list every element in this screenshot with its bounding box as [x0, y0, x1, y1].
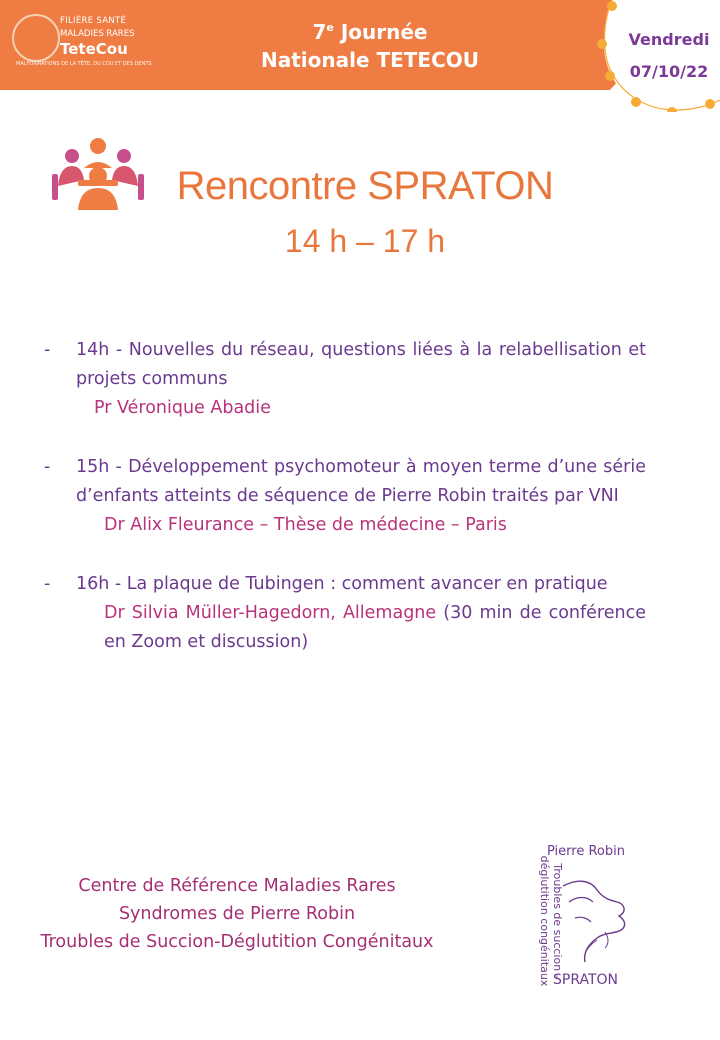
tetecou-logo [12, 10, 152, 76]
event-superscript: e [326, 21, 334, 34]
footer-line-3: Troubles de Succion-Déglutition Congénitaux [40, 932, 434, 952]
program-speaker: Pr Véronique Abadie [94, 398, 271, 418]
program-item-text: 16h - La plaque de Tubingen : comment avancer en pratique [76, 574, 608, 594]
logo-line-1: FILIÈRE SANTÉ [60, 16, 127, 26]
speaker-name: Dr Silvia Müller-Hagedorn, Allemagne [104, 603, 437, 623]
event-journee: Journée [333, 20, 428, 44]
program-item [40, 453, 646, 540]
bullet-dash: - [44, 574, 51, 594]
bullet-dash: - [44, 457, 51, 477]
spraton-logo [505, 836, 650, 996]
dot-icon [631, 97, 641, 107]
footer-line-1: Centre de Référence Maladies Rares [78, 876, 396, 896]
meeting-time: 14 h – 17 h [284, 223, 446, 259]
footer-line-2: Syndromes de Pierre Robin [118, 904, 356, 924]
program-item [40, 336, 646, 423]
spraton-logo-top: Pierre Robin [547, 844, 625, 859]
dot-icon [607, 1, 617, 11]
program-item [40, 570, 646, 657]
date-badge [592, 0, 720, 112]
logo-line-3: TeteCou [60, 40, 128, 58]
program-list [40, 336, 646, 657]
footer-centre [12, 872, 462, 956]
event-title-line-1 [240, 14, 500, 46]
meeting-title: Rencontre SPRATON [176, 164, 554, 208]
logo-line-2: MALADIES RARES [60, 29, 135, 39]
spraton-side-line-1: Troubles de succion - [551, 863, 564, 979]
date-day: Vendredi [628, 30, 710, 49]
program-speaker [76, 599, 646, 657]
meeting-group-icon [48, 134, 148, 210]
logo-head-icon [12, 14, 60, 62]
logo-line-4: MALFORMATIONS DE LA TÊTE, DU COU ET DES DENTS [16, 61, 152, 67]
dot-icon [597, 39, 607, 49]
date-badge-shape [592, 0, 720, 112]
program-item-text: 14h - Nouvelles du réseau, questions liées à la relabellisation et projets communs [76, 340, 646, 389]
event-number: 7 [312, 20, 327, 44]
spraton-logo-bottom: SPRATON [553, 972, 619, 988]
spraton-logo-side [538, 851, 564, 991]
date-value: 07/10/22 [629, 62, 709, 81]
program-item-text: 15h - Développement psychomoteur à moyen terme d’une série d’enfants atteints de séquence de Pierre Robin traités par VNI [76, 457, 646, 506]
spraton-side-line-2: déglutition congénitaux [538, 855, 551, 987]
event-title-line-2: Nationale TETECOU [260, 48, 480, 72]
speaker-note: (30 min de conférence en Zoom et discussion) [104, 603, 646, 652]
bullet-dash: - [44, 340, 51, 360]
dot-icon [705, 99, 715, 109]
program-speaker: Dr Alix Fleurance – Thèse de médecine – Paris [104, 515, 507, 535]
